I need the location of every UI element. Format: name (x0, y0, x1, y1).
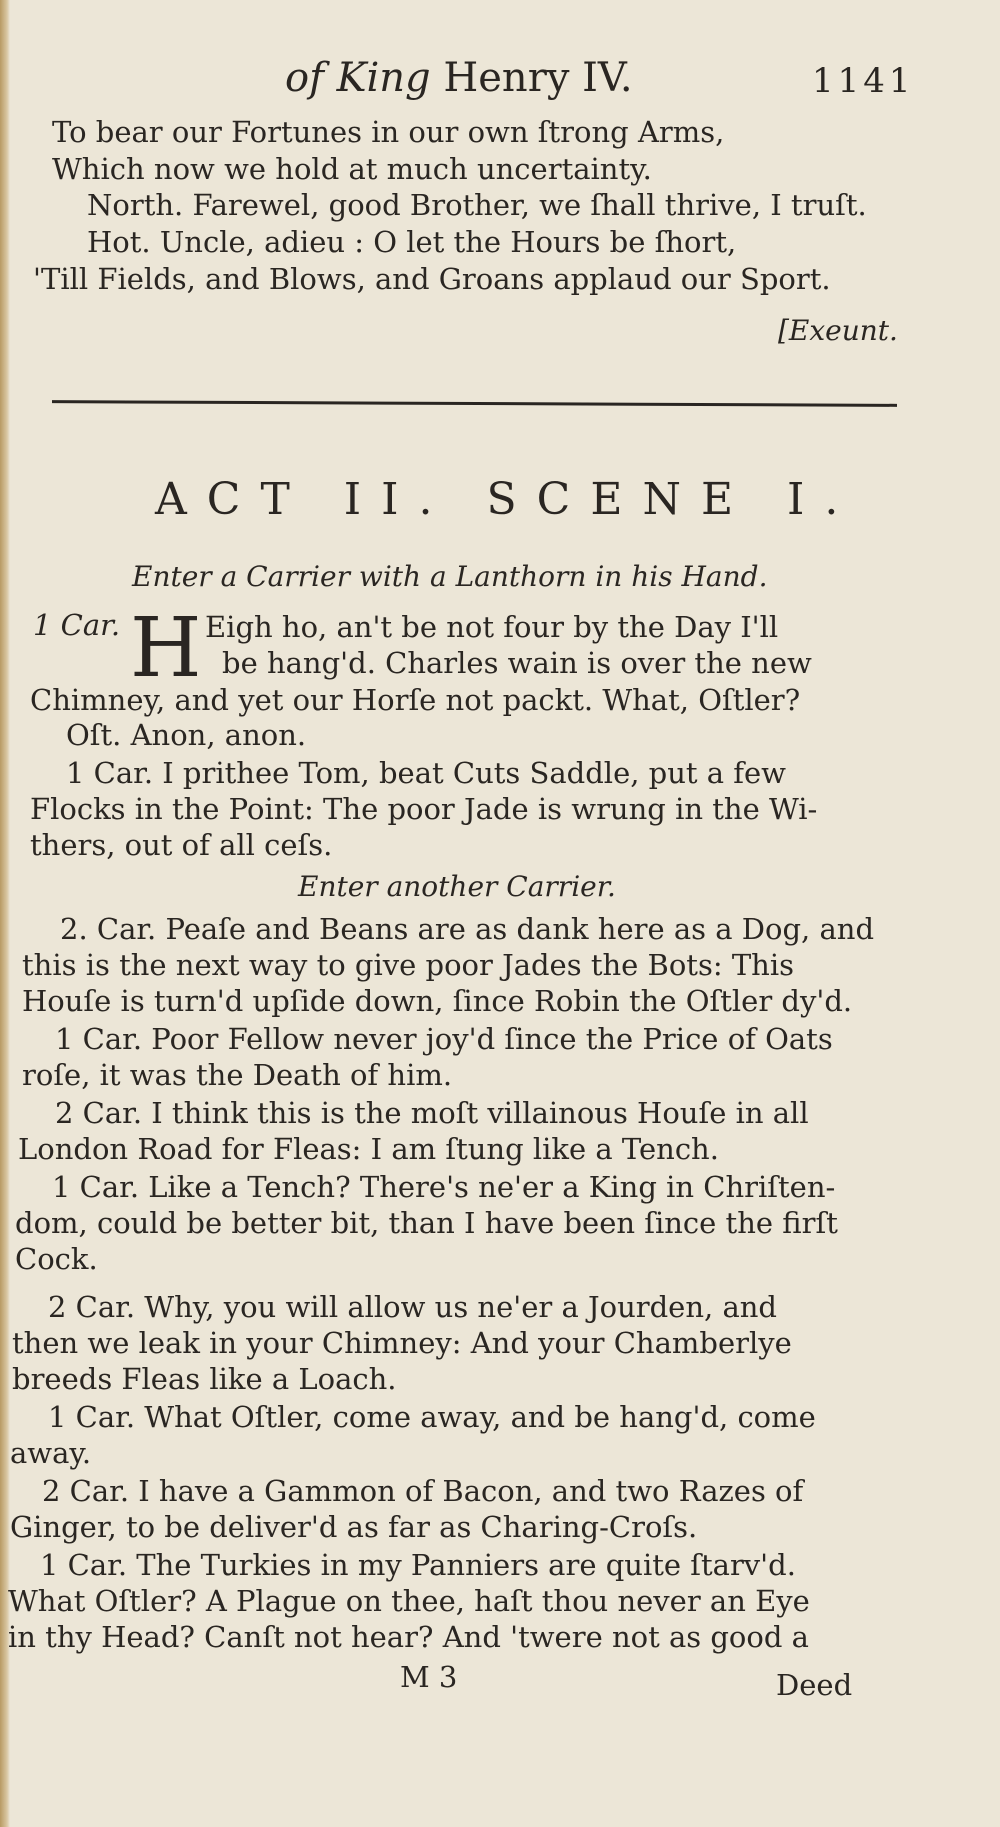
catchword: Deed (776, 1668, 853, 1702)
speaker-1-car: 1 Car. (33, 608, 121, 642)
dialogue-line: dom, could be better bit, than I have been ſince the firſt (15, 1206, 838, 1240)
dialogue-line: away. (10, 1436, 92, 1470)
dialogue-line: Ginger, to be deliver'd as far as Charing-Croſs. (10, 1510, 698, 1544)
verse-line-1: To bear our Fortunes in our own ſtrong Arms, (52, 115, 725, 149)
verse-line-2: Which now we hold at much uncertainty. (52, 152, 652, 186)
exeunt-direction: [Exeunt. (778, 314, 898, 347)
running-title-roman: Henry IV. (443, 55, 633, 101)
section-rule (52, 400, 897, 407)
dialogue-line: What Oſtler? A Plague on thee, haſt thou never an Eye (8, 1584, 810, 1618)
dialogue-line: 2 Car. Why, you will allow us ne'er a Jourden, and (48, 1290, 777, 1324)
running-title (285, 50, 633, 106)
dialogue-line: Flocks in the Point: The poor Jade is wrung in the Wi- (30, 792, 818, 826)
dialogue-line: 2 Car. I think this is the moſt villainous Houſe in all (55, 1096, 809, 1130)
dialogue-line: Eigh ho, an't be not four by the Day I'll (205, 610, 779, 644)
dialogue-line: 1 Car. Like a Tench? There's ne'er a King in Chriſten- (52, 1170, 836, 1204)
signature-mark: M 3 (400, 1660, 458, 1694)
dialogue-line: London Road for Fleas: I am ſtung like a Tench. (18, 1132, 719, 1166)
dialogue-line: Oſt. Anon, anon. (66, 718, 307, 752)
dialogue-line: Chimney, and yet our Horſe not packt. What, Oſtler? (30, 683, 801, 717)
dialogue-line: breeds Fleas like a Loach. (12, 1362, 397, 1396)
dialogue-line: 1 Car. The Turkies in my Panniers are quite ſtarv'd. (40, 1548, 796, 1582)
dialogue-line: in thy Head? Canſt not hear? And 'twere not as good a (8, 1620, 809, 1654)
verse-line-5: 'Till Fields, and Blows, and Groans applaud our Sport. (33, 262, 831, 296)
dialogue-line: this is the next way to give poor Jades the Bots: This (22, 948, 794, 982)
running-header (0, 50, 1000, 110)
dialogue-line: 1 Car. What Oſtler, come away, and be hang'd, come (48, 1400, 816, 1434)
dialogue-line: roſe, it was the Death of him. (22, 1058, 453, 1092)
verse-line-4: Hot. Uncle, adieu : O let the Hours be ſhort, (87, 225, 737, 259)
dialogue-line: thers, out of all ceſs. (30, 828, 333, 862)
dialogue-line: 2 Car. I have a Gammon of Bacon, and two Razes of (42, 1474, 804, 1508)
dialogue-line: Cock. (15, 1242, 98, 1276)
dialogue-line: then we leak in your Chimney: And your Chamberlye (12, 1326, 792, 1360)
dialogue-line: 2. Car. Peaſe and Beans are as dank here as a Dog, and (60, 912, 875, 946)
act-scene-heading: ACT II. SCENE I. (155, 474, 859, 525)
dialogue-line: be hang'd. Charles wain is over the new (222, 646, 812, 680)
dialogue-line: 1 Car. Poor Fellow never joy'd ſince the Price of Oats (55, 1022, 833, 1056)
running-title-italic: of King (285, 55, 431, 101)
page-spine-shadow (0, 0, 10, 1827)
dialogue-line: Houſe is turn'd upſide down, ſince Robin the Oſtler dy'd. (22, 984, 853, 1018)
dialogue-line: 1 Car. I prithee Tom, beat Cuts Saddle, put a few (66, 756, 787, 790)
page-number: 1141 (812, 61, 915, 101)
drop-capital: H (130, 601, 202, 696)
stage-direction-another-carrier: Enter another Carrier. (298, 870, 616, 903)
stage-direction-enter-carrier: Enter a Carrier with a Lanthorn in his Hand. (132, 560, 768, 593)
verse-line-3: North. Farewel, good Brother, we ſhall thrive, I truſt. (87, 188, 867, 222)
